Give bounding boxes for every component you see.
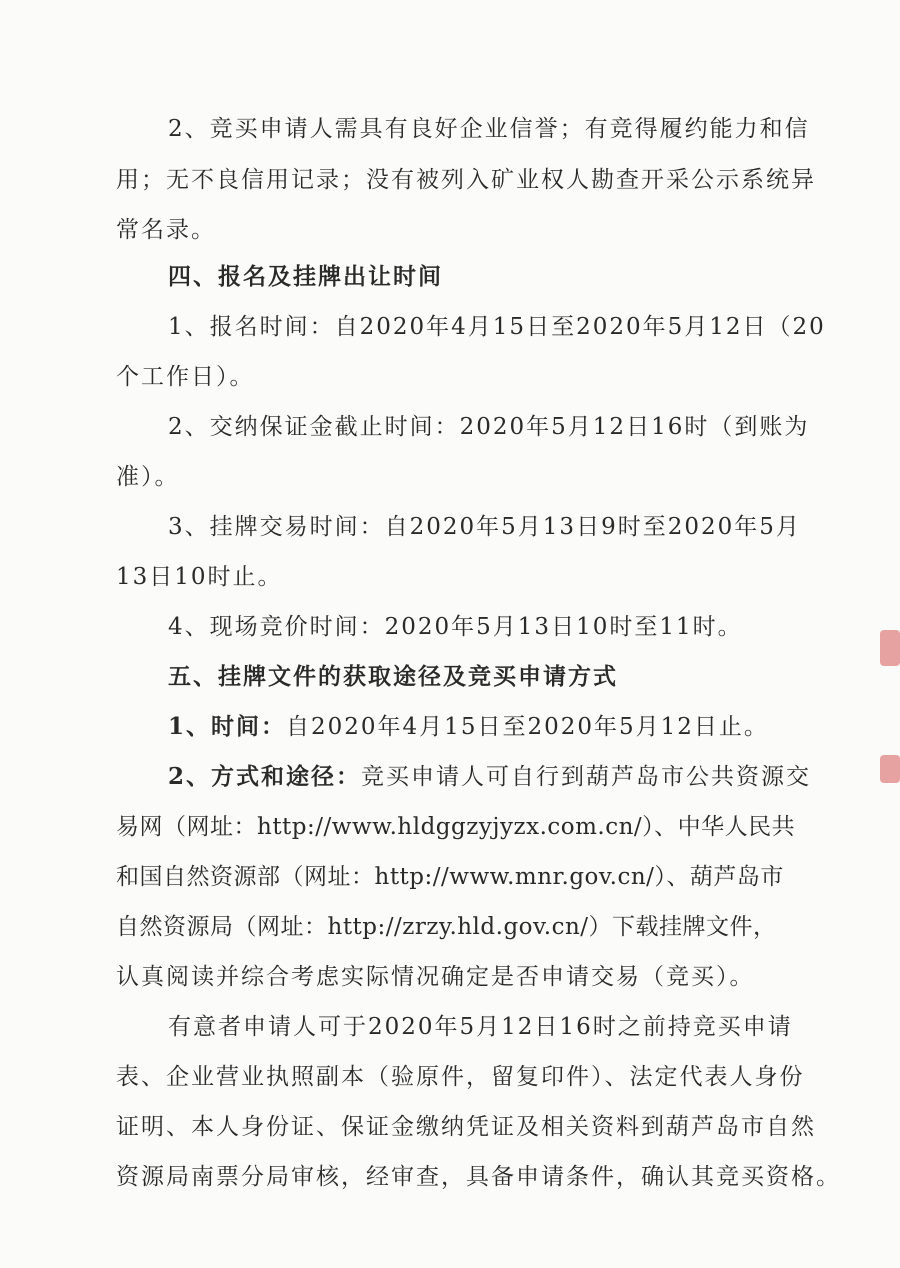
text-line bbox=[168, 712, 769, 742]
text-line: 3、挂牌交易时间：自2020年5月13日9时至2020年5月 bbox=[168, 514, 801, 540]
text-line: 4、现场竞价时间：2020年5月13日10时至11时。 bbox=[168, 614, 743, 640]
inline-text: 自2020年4月15日至2020年5月12日止。 bbox=[286, 714, 769, 740]
text-line: 和国自然资源部（网址：http://www.mnr.gov.cn/）、葫芦岛市 bbox=[116, 864, 784, 890]
text-line: 用；无不良信用记录；没有被列入矿业权人勘查开采公示系统异 bbox=[116, 167, 816, 193]
text-line: 1、报名时间：自2020年4月15日至2020年5月12日（20 bbox=[168, 314, 826, 340]
inline-text: 竞买申请人可自行到葫芦岛市公共资源交 bbox=[361, 764, 812, 790]
text-line: 个工作日）。 bbox=[116, 364, 255, 390]
section-heading: 五、挂牌文件的获取途径及竞买申请方式 bbox=[168, 663, 618, 690]
section-heading: 四、报名及挂牌出让时间 bbox=[168, 263, 443, 290]
seal-fragment-icon bbox=[880, 630, 900, 666]
text-line: 有意者申请人可于2020年5月12日16时之前持竞买申请 bbox=[168, 1014, 793, 1040]
text-line: 2、交纳保证金截止时间：2020年5月12日16时（到账为 bbox=[168, 414, 810, 440]
text-line: 证明、本人身份证、保证金缴纳凭证及相关资料到葫芦岛市自然 bbox=[116, 1114, 816, 1140]
inline-label: 2、方式和途径： bbox=[168, 763, 362, 790]
text-line: 资源局南票分局审核，经审查，具备申请条件，确认其竞买资格。 bbox=[116, 1164, 841, 1190]
text-line: 认真阅读并综合考虑实际情况确定是否申请交易（竞买）。 bbox=[116, 964, 755, 990]
text-line: 自然资源局（网址：http://zrzy.hld.gov.cn/）下载挂牌文件， bbox=[116, 914, 777, 940]
seal-fragment-icon bbox=[880, 755, 900, 783]
text-line: 2、竞买申请人需具有良好企业信誉；有竞得履约能力和信 bbox=[168, 116, 810, 142]
text-line: 常名录。 bbox=[116, 217, 216, 243]
text-line: 准）。 bbox=[116, 464, 180, 490]
inline-label: 1、时间： bbox=[168, 713, 287, 740]
text-line: 13日10时止。 bbox=[116, 564, 283, 590]
text-line: 易网（网址：http://www.hldggzyjyzx.com.cn/）、中华人民共 bbox=[116, 814, 796, 840]
text-line: 表、企业营业执照副本（验原件，留复印件）、法定代表人身份 bbox=[116, 1064, 805, 1090]
text-line bbox=[168, 762, 811, 792]
